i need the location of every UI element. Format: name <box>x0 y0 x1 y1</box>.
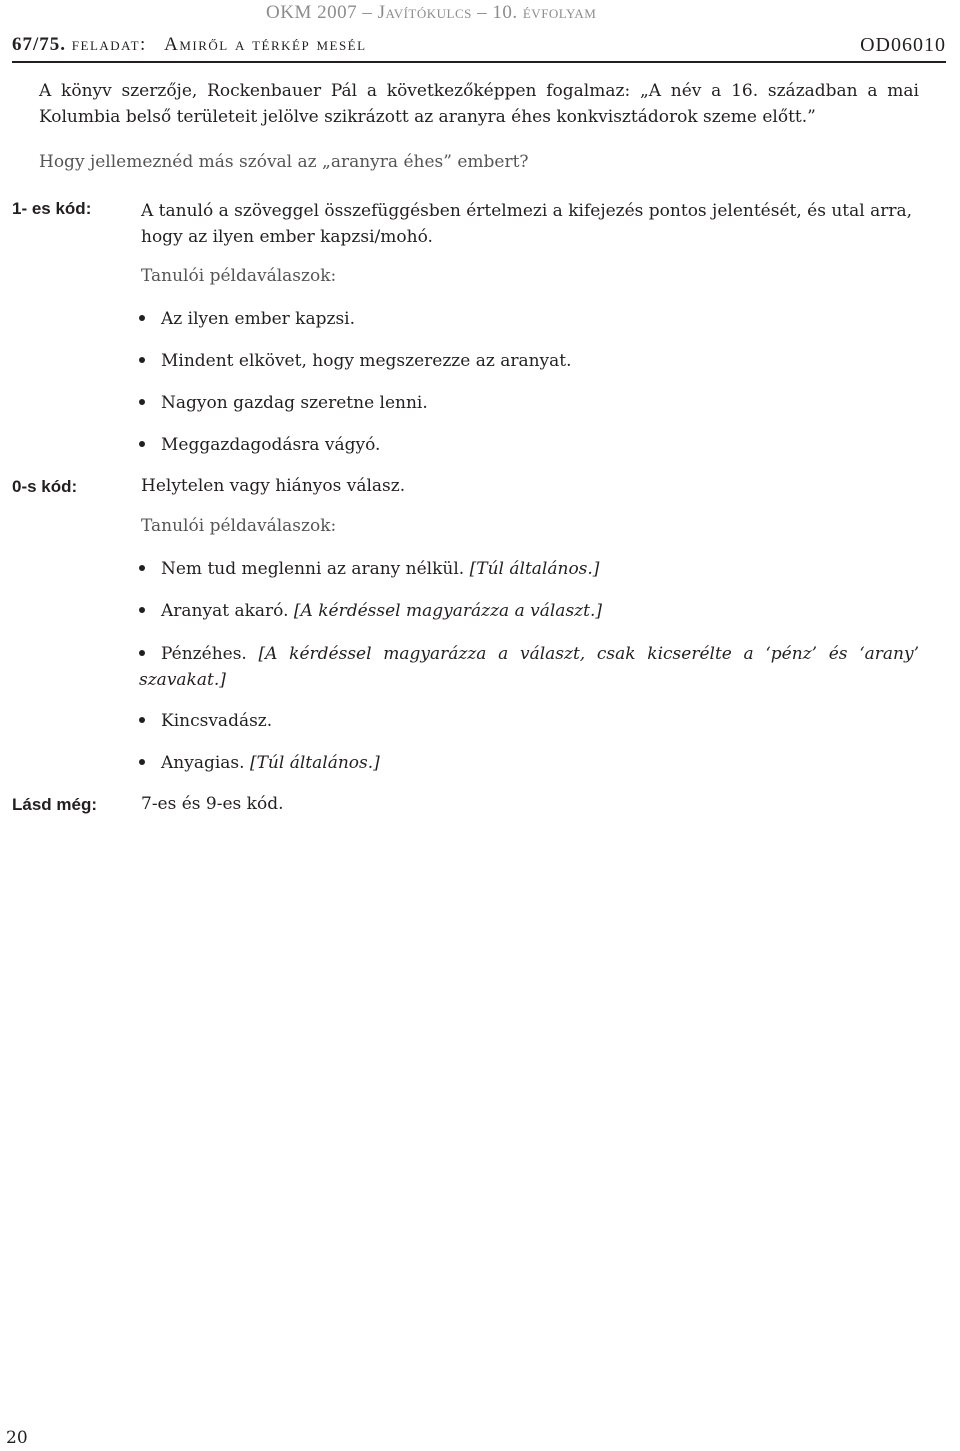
code0-examples-heading: Tanulói példaválaszok: <box>141 516 337 536</box>
bullet-icon <box>139 441 145 447</box>
bullet-icon <box>139 399 145 405</box>
list-item: Pénzéhes. [A kérdéssel magyarázza a választ, csak kicserélte a ‘pénz’ és ‘arany’ szavakat.] <box>139 644 919 690</box>
list-item: Nagyon gazdag szeretne lenni. <box>139 393 428 413</box>
page-number: 20 <box>6 1428 28 1448</box>
list-item: Meggazdagodásra vágyó. <box>139 435 380 455</box>
see-also-text: 7-es és 9-es kód. <box>141 794 284 814</box>
list-item: Az ilyen ember kapzsi. <box>139 309 355 329</box>
header-rule <box>12 61 946 63</box>
code1-description: A tanuló a szöveggel összefüggésben értelmezi a kifejezés pontos jelentését, és utal arra, hogy az ilyen ember kapzsi/mohó. <box>141 201 913 247</box>
list-item: Nem tud meglenni az arany nélkül. [Túl általános.] <box>139 559 599 579</box>
list-item: Aranyat akaró. [A kérdéssel magyarázza a választ.] <box>139 601 602 621</box>
list-item: Anyagias. [Túl általános.] <box>139 753 380 773</box>
code0-description: Helytelen vagy hiányos válasz. <box>141 476 406 496</box>
bullet-icon <box>139 565 145 571</box>
question: Hogy jellemeznéd más szóval az „aranyra éhes” embert? <box>39 152 529 172</box>
see-also-label: Lásd még: <box>12 795 98 814</box>
bullet-icon <box>139 315 145 321</box>
task-title: 67/75. feladat: Amiről a térkép mesél <box>12 34 367 55</box>
task-code: OD06010 <box>860 34 946 56</box>
code1-examples-heading: Tanulói példaválaszok: <box>141 266 337 286</box>
code0-label: 0-s kód: <box>12 477 78 496</box>
bullet-icon <box>139 759 145 765</box>
intro-quote: A könyv szerzője, Rockenbauer Pál a következőképpen fogalmaz: „A név a 16. században a mai Kolumbia belső területeit jelölve szikrázott az aranyra éhes konkvisztádorok szeme előtt.” <box>39 81 919 127</box>
bullet-icon <box>139 717 145 723</box>
list-item: Kincsvadász. <box>139 711 272 731</box>
bullet-icon <box>139 607 145 613</box>
running-header: OKM 2007 – Javítókulcs – 10. évfolyam <box>266 2 597 23</box>
bullet-icon <box>139 650 145 656</box>
code1-label: 1- es kód: <box>12 199 92 218</box>
list-item: Mindent elkövet, hogy megszerezze az aranyat. <box>139 351 572 371</box>
bullet-icon <box>139 357 145 363</box>
